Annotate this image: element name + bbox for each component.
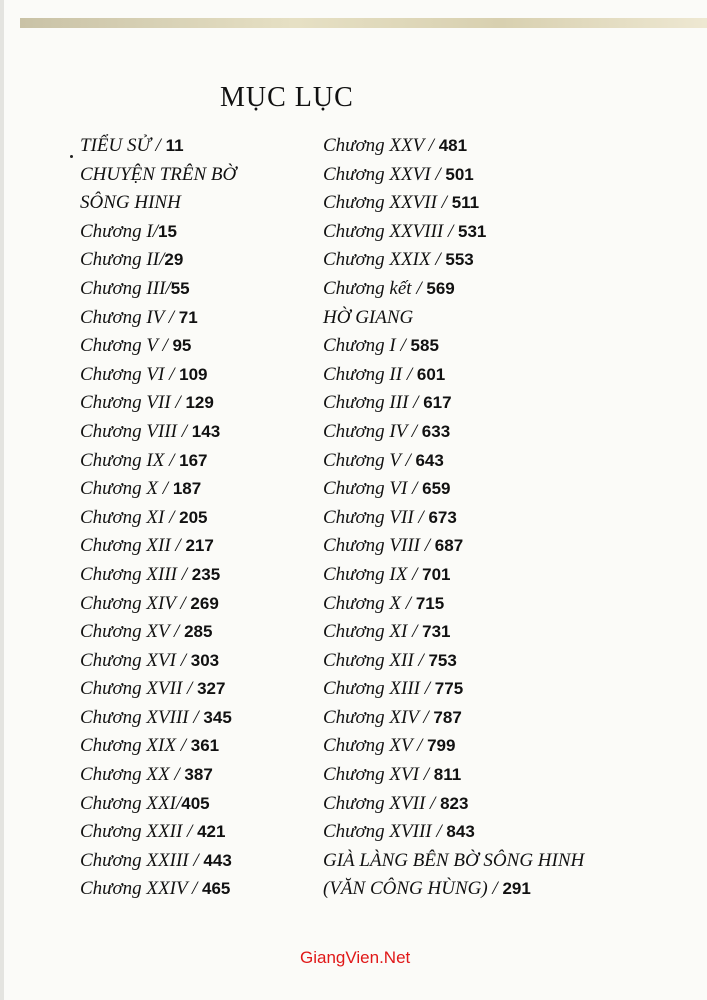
- toc-entry: [80, 760, 236, 789]
- toc-entry-page: 109: [179, 364, 208, 384]
- toc-entry-page: 187: [172, 479, 202, 499]
- toc-entry-title: Chương XVI /: [323, 764, 434, 786]
- toc-entry: [80, 131, 236, 160]
- toc-entry: [323, 817, 584, 846]
- toc-entry-title: Chương V /: [323, 449, 416, 471]
- toc-entry-page: 569: [426, 278, 455, 298]
- toc-entry: [323, 474, 584, 503]
- page-title: MỤC LỤC: [220, 82, 354, 113]
- toc-entry: [80, 846, 236, 875]
- toc-entry-page: 687: [434, 536, 464, 556]
- toc-entry-page: 799: [427, 736, 456, 756]
- toc-entry-title: Chương XV /: [323, 735, 428, 757]
- toc-entry-page: 481: [438, 136, 468, 155]
- toc-entry: [80, 331, 236, 360]
- toc-entry-page: 633: [421, 421, 451, 441]
- watermark: GiangVien.Net: [300, 948, 411, 967]
- toc-entry-title: Chương XIV /: [80, 592, 191, 614]
- toc-entry-title: Chương XXVIII /: [323, 220, 459, 242]
- toc-entry: [323, 274, 584, 303]
- toc-entry-title: Chương I/: [80, 220, 159, 242]
- toc-entry-title: Chương III/: [80, 277, 171, 299]
- scan-speck: [70, 155, 73, 158]
- toc-entry-page: 673: [428, 507, 457, 527]
- toc-entry-title: Chương XXVII /: [323, 192, 452, 214]
- toc-entry-page: 811: [433, 765, 462, 785]
- toc-entry-title: HỜ GIANG: [323, 306, 414, 328]
- toc-entry-page: 303: [190, 650, 220, 670]
- toc-entry-title: Chương VII /: [80, 392, 186, 414]
- toc-entry-title: Chương XIII /: [323, 678, 435, 700]
- toc-entry: [80, 531, 236, 560]
- toc-entry: [323, 417, 584, 446]
- toc-entry-page: 269: [190, 593, 219, 613]
- toc-entry-title: Chương II/: [80, 249, 165, 271]
- toc-entry: [80, 703, 236, 732]
- toc-entry-page: 531: [458, 221, 487, 241]
- toc-entry-title: SÔNG HINH: [80, 192, 181, 214]
- toc-entry-page: 643: [415, 450, 444, 470]
- toc-entry: [323, 846, 584, 875]
- toc-entry: [323, 503, 584, 532]
- toc-entry: [80, 446, 236, 475]
- toc-entry-title: Chương XVIII /: [323, 821, 447, 843]
- page-top-border: [20, 18, 707, 28]
- toc-entry-title: TIỂU SỬ /: [80, 135, 166, 156]
- toc-entry: [323, 388, 584, 417]
- toc-entry: [323, 703, 584, 732]
- toc-entry-page: 659: [422, 479, 451, 499]
- toc-entry: [80, 360, 236, 389]
- toc-entry: [80, 274, 236, 303]
- toc-entry: [323, 188, 584, 217]
- toc-entry-page: 843: [446, 822, 475, 842]
- toc-entry-page: 345: [203, 707, 232, 727]
- toc-entry: [323, 674, 584, 703]
- toc-entry: [323, 731, 584, 760]
- toc-entry: [80, 817, 236, 846]
- toc-entry-title: Chương XII /: [323, 649, 429, 671]
- toc-entry-title: Chương VI /: [80, 363, 180, 385]
- toc-entry-page: 787: [433, 707, 462, 727]
- toc-entry-page: 443: [203, 850, 232, 870]
- toc-entry-title: Chương VIII /: [323, 535, 435, 557]
- toc-entry-page: 95: [172, 336, 192, 356]
- toc-entry-title: Chương I /: [323, 335, 411, 357]
- toc-entry: [80, 503, 236, 532]
- toc-entry-title: Chương XVII /: [80, 678, 198, 700]
- toc-entry-page: 55: [170, 278, 190, 298]
- toc-entry-page: 15: [158, 221, 177, 241]
- toc-entry-page: 601: [416, 364, 446, 384]
- toc-entry: [80, 474, 236, 503]
- toc-entry-title: Chương IX /: [323, 563, 423, 585]
- toc-entry-title: Chương II /: [323, 363, 417, 385]
- toc-entry-title: Chương VIII /: [80, 420, 192, 442]
- toc-entry-title: Chương X /: [80, 478, 173, 500]
- toc-entry-page: 29: [164, 250, 184, 270]
- toc-entry: [80, 217, 236, 246]
- toc-entry-title: Chương XXIII /: [80, 849, 204, 871]
- toc-entry: [80, 674, 236, 703]
- toc-entry-title: Chương XII /: [80, 535, 186, 557]
- toc-entry: [323, 331, 584, 360]
- toc-entry-title: Chương XXV /: [323, 135, 439, 156]
- toc-entry-page: 715: [415, 593, 445, 613]
- toc-entry: [80, 303, 236, 332]
- toc-entry-title: (VĂN CÔNG HÙNG) /: [323, 878, 503, 900]
- toc-entry-title: Chương IV /: [80, 306, 179, 328]
- toc-entry-page: 361: [190, 736, 220, 756]
- toc-entry-page: 71: [178, 307, 198, 327]
- toc-entry-page: 701: [422, 564, 451, 584]
- toc-entry-title: Chương XIII /: [80, 563, 192, 585]
- toc-entry-title: Chương XXVI /: [323, 163, 446, 185]
- toc-entry: [80, 617, 236, 646]
- toc-entry-page: 387: [184, 765, 213, 785]
- toc-entry-page: 285: [184, 622, 213, 642]
- toc-entry-title: Chương XI /: [80, 506, 180, 528]
- toc-entry: [80, 417, 236, 446]
- toc-entry: [80, 388, 236, 417]
- toc-entry: [323, 617, 584, 646]
- toc-entry-title: Chương XX /: [80, 764, 185, 786]
- toc-entry: [323, 160, 584, 189]
- toc-entry-page: 327: [197, 679, 226, 699]
- toc-entry: [80, 789, 236, 818]
- toc-entry-page: 585: [410, 336, 439, 356]
- toc-entry: [323, 131, 584, 160]
- toc-entry-title: Chương XI /: [323, 621, 423, 643]
- toc-entry-title: CHUYỆN TRÊN BỜ: [80, 163, 237, 185]
- toc-entry: [323, 360, 584, 389]
- toc-entry: [80, 589, 236, 618]
- toc-entry-title: Chương XVIII /: [80, 706, 204, 728]
- toc-entry: [80, 560, 236, 589]
- toc-entry-page: 129: [185, 393, 214, 413]
- toc-entry-title: Chương XXII /: [80, 821, 198, 843]
- toc-entry-page: 617: [423, 393, 452, 413]
- toc-right-column: [323, 131, 584, 903]
- toc-entry-title: Chương IX /: [80, 449, 180, 471]
- toc-entry-page: 421: [197, 822, 226, 842]
- toc-entry-title: Chương XXI/: [80, 792, 182, 814]
- toc-entry-title: Chương XVI /: [80, 649, 191, 671]
- toc-entry-page: 753: [428, 650, 457, 670]
- toc-left-column: [80, 131, 236, 903]
- toc-entry-page: 731: [422, 622, 451, 642]
- toc-entry: [323, 760, 584, 789]
- toc-entry: [80, 646, 236, 675]
- toc-entry-title: Chương XVII /: [323, 792, 441, 814]
- toc-entry-page: 511: [451, 193, 480, 213]
- toc-entry-page: 291: [502, 879, 531, 899]
- toc-entry-page: 775: [434, 679, 464, 699]
- toc-entry-title: Chương IV /: [323, 420, 422, 442]
- toc-entry-title: GIÀ LÀNG BÊN BỜ SÔNG HINH: [323, 849, 585, 871]
- toc-entry: [323, 217, 584, 246]
- toc-entry-page: 235: [191, 564, 221, 584]
- toc-entry-title: Chương V /: [80, 335, 173, 357]
- toc-entry: [80, 188, 236, 217]
- page-edge: [0, 0, 4, 1000]
- toc-entry-page: 553: [445, 250, 474, 270]
- toc-entry-page: 501: [445, 164, 474, 184]
- toc-entry: [323, 874, 584, 903]
- toc-entry: [323, 303, 584, 332]
- toc-entry-title: Chương XXIV /: [80, 878, 203, 900]
- toc-entry-page: 823: [440, 793, 469, 813]
- toc-entry-title: Chương III /: [323, 392, 424, 414]
- toc-entry: [80, 160, 236, 189]
- toc-entry-page: 217: [185, 536, 214, 556]
- toc-entry-title: Chương VII /: [323, 506, 429, 528]
- toc-entry-title: Chương XIV /: [323, 706, 434, 728]
- toc-entry-page: 167: [179, 450, 208, 470]
- toc-entry-title: Chương kết /: [323, 277, 427, 299]
- toc-entry: [80, 245, 236, 274]
- toc-entry: [323, 789, 584, 818]
- toc-entry-page: 205: [179, 507, 208, 527]
- toc-entry: [323, 446, 584, 475]
- toc-entry-page: 465: [202, 879, 231, 899]
- toc-entry-page: 11: [165, 136, 184, 155]
- toc-entry: [323, 589, 584, 618]
- toc-entry: [80, 731, 236, 760]
- toc-entry: [80, 874, 236, 903]
- toc-entry-title: Chương XV /: [80, 621, 185, 643]
- toc-entry-title: Chương X /: [323, 592, 416, 614]
- toc-entry: [323, 531, 584, 560]
- toc-entry-title: Chương VI /: [323, 478, 423, 500]
- toc-entry-page: 143: [191, 421, 221, 441]
- toc-entry: [323, 560, 584, 589]
- toc-entry-title: Chương XIX /: [80, 735, 191, 757]
- toc-entry: [323, 646, 584, 675]
- toc-entry-page: 405: [181, 793, 210, 813]
- toc-entry: [323, 245, 584, 274]
- toc-entry-title: Chương XXIX /: [323, 249, 446, 271]
